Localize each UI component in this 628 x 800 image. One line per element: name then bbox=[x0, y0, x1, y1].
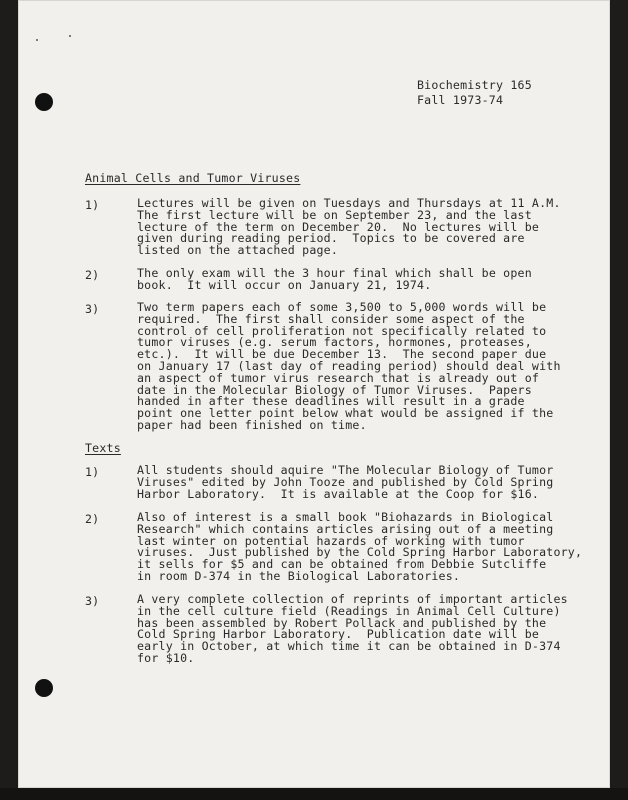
text-line: tumor viruses (e.g. serum factors, hormones, proteases, bbox=[137, 335, 532, 350]
document-page bbox=[18, 0, 610, 788]
text-line: control of cell proliferation not specifically related to bbox=[137, 323, 547, 338]
item-text bbox=[137, 594, 568, 665]
text-line: Cold Spring Harbor Laboratory. Publication date will be bbox=[137, 627, 540, 642]
item-number: 3) bbox=[85, 302, 100, 316]
text-line: listed on the attached page. bbox=[137, 243, 339, 258]
text-line: book. It will occur on January 21, 1974. bbox=[137, 277, 432, 292]
text-line: date in the Molecular Biology of Tumor Viruses. Papers bbox=[137, 382, 532, 397]
binder-hole-bottom bbox=[35, 679, 53, 697]
item-text bbox=[137, 302, 561, 432]
text-line: for $10. bbox=[137, 650, 195, 665]
text-line: given during reading period. Topics to be covered are bbox=[137, 231, 525, 246]
text-line: early in October, at which time it can be obtained in D-374 bbox=[137, 639, 561, 654]
item-number: 2) bbox=[85, 268, 100, 282]
course-name: Biochemistry 165 bbox=[417, 78, 532, 92]
text-line: Also of interest is a small book "Biohazards in Biological bbox=[137, 510, 554, 524]
text-line: on January 17 (last day of reading period) should deal with bbox=[137, 358, 561, 373]
scan-background-edge bbox=[0, 788, 628, 800]
text-line: Viruses" edited by John Tooze and published by Cold Spring bbox=[137, 474, 554, 489]
text-line: handed in after these deadlines will result in a grade bbox=[137, 394, 525, 409]
binder-hole-top bbox=[35, 93, 53, 111]
text-line: Research" which contains articles arising out of a meeting bbox=[137, 521, 554, 536]
text-line: Harbor Laboratory. It is available at the Coop for $16. bbox=[137, 486, 540, 501]
item-number: 1) bbox=[85, 198, 100, 212]
section-title-texts: Texts bbox=[85, 441, 121, 455]
section-title-course: Animal Cells and Tumor Viruses bbox=[85, 171, 301, 185]
text-line: in room D-374 in the Biological Laboratories. bbox=[137, 568, 461, 583]
text-line: etc.). It will be due December 13. The second paper due bbox=[137, 347, 547, 362]
item-text bbox=[137, 268, 532, 292]
text-line: required. The first shall consider some aspect of the bbox=[137, 311, 525, 326]
item-number: 2) bbox=[85, 512, 100, 526]
text-line: A very complete collection of reprints of important articles bbox=[137, 592, 568, 606]
paper-speck bbox=[69, 35, 71, 37]
text-line: Two term papers each of some 3,500 to 5,000 words will be bbox=[137, 300, 547, 314]
text-line: The first lecture will be on September 23, and the last bbox=[137, 207, 532, 222]
item-number: 1) bbox=[85, 465, 100, 479]
text-line: paper had been finished on time. bbox=[137, 417, 367, 432]
paper-speck bbox=[36, 39, 38, 41]
text-line: viruses. Just published by the Cold Spring Harbor Laboratory, bbox=[137, 545, 583, 560]
text-line: has been assembled by Robert Pollack and published by the bbox=[137, 615, 547, 630]
item-text bbox=[137, 465, 553, 500]
text-line: lecture of the term on December 20. No lectures will be bbox=[137, 219, 540, 234]
course-header bbox=[417, 78, 532, 108]
course-term: Fall 1973-74 bbox=[417, 93, 504, 107]
text-line: an aspect of tumor virus research that is already out of bbox=[137, 370, 540, 385]
text-line: it sells for $5 and can be obtained from Debbie Sutcliffe bbox=[137, 557, 547, 572]
item-text bbox=[137, 512, 582, 583]
text-line: Lectures will be given on Tuesdays and Thursdays at 11 A.M. bbox=[137, 196, 561, 210]
text-line: point one letter point below what would be assigned if the bbox=[137, 406, 554, 421]
text-line: in the cell culture field (Readings in Animal Cell Culture) bbox=[137, 603, 561, 618]
item-number: 3) bbox=[85, 594, 100, 608]
item-text bbox=[137, 198, 561, 257]
text-line: All students should aquire "The Molecular Biology of Tumor bbox=[137, 463, 554, 477]
text-line: The only exam will the 3 hour final which shall be open bbox=[137, 266, 532, 280]
text-line: last winter on potential hazards of working with tumor bbox=[137, 533, 525, 548]
